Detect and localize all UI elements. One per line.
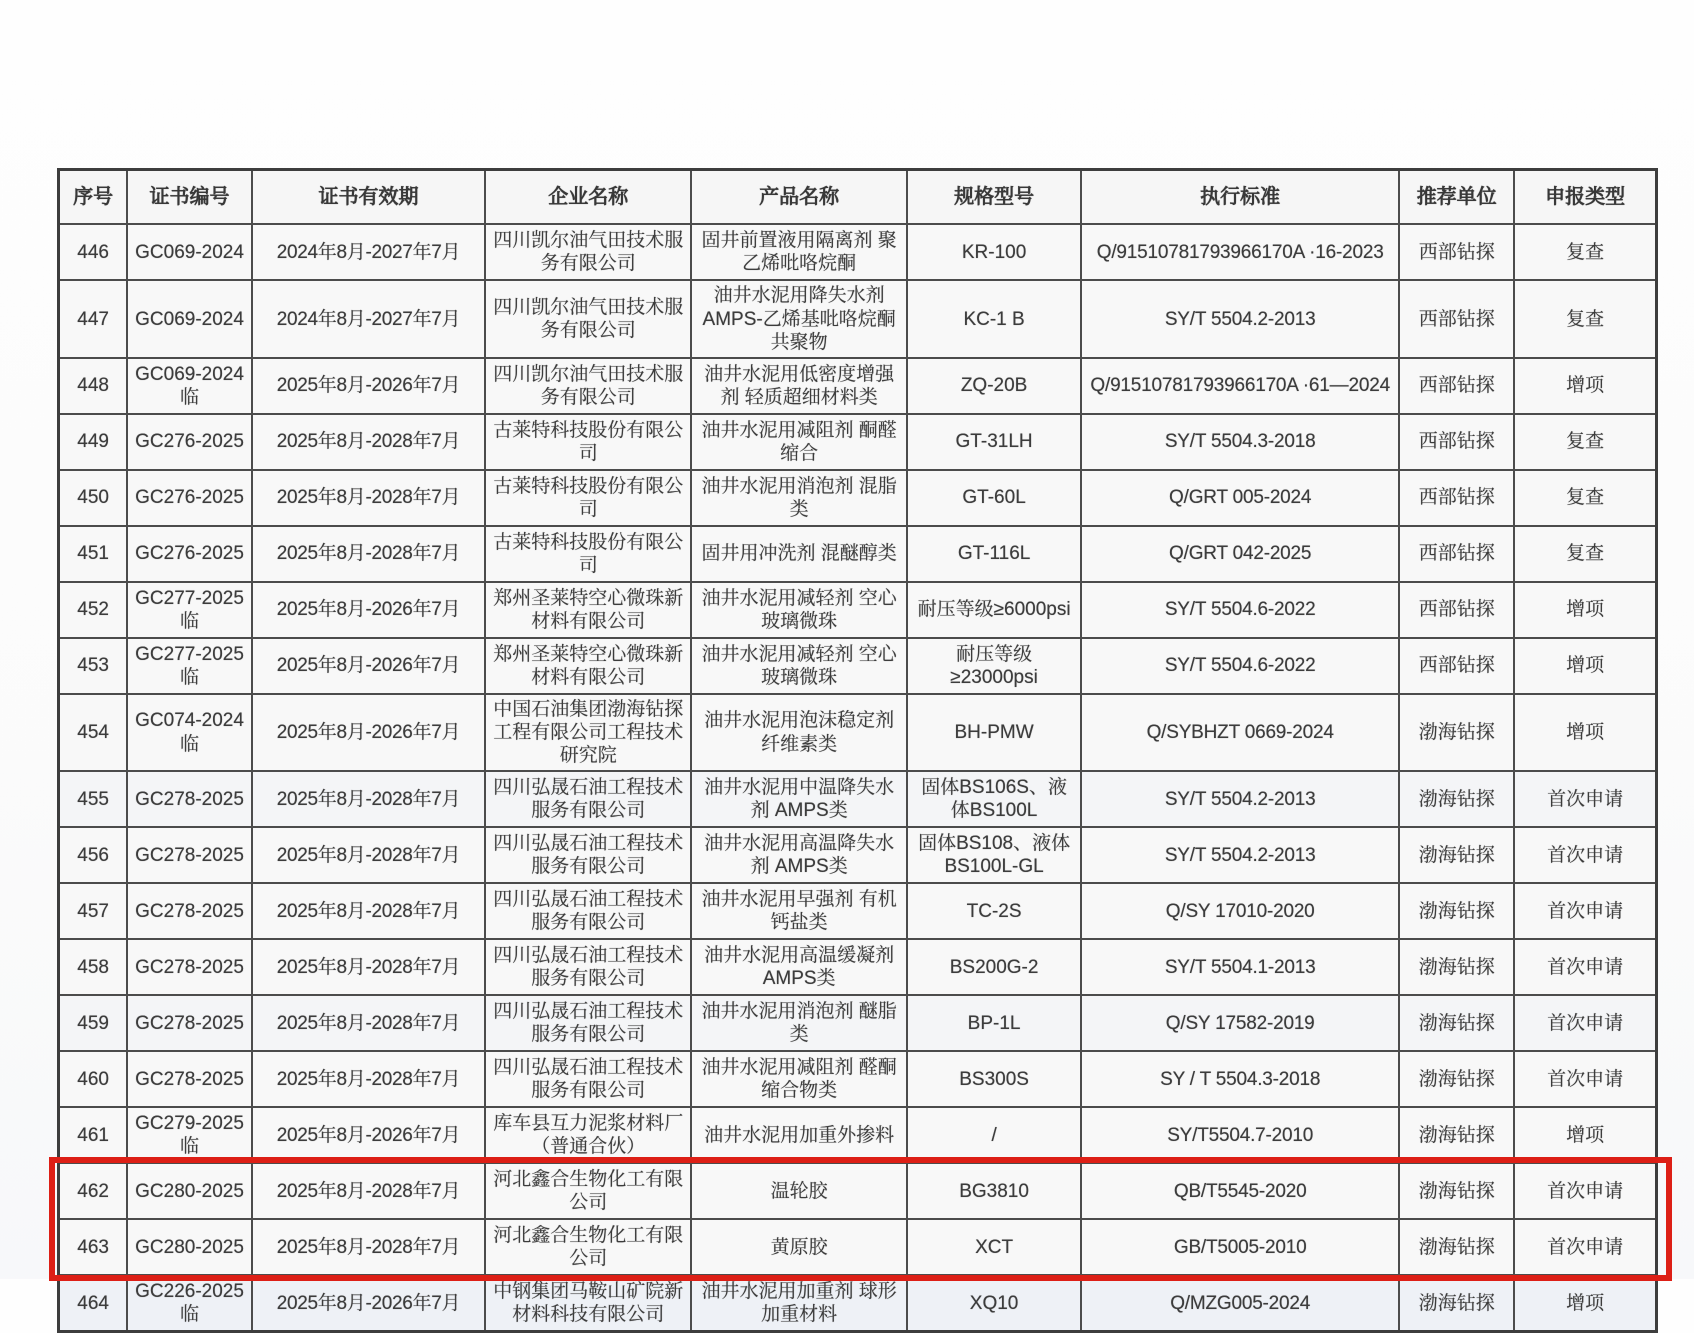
table-row <box>59 827 1657 883</box>
certificates-table <box>57 168 1658 1333</box>
cell-spec: KR-100 <box>907 224 1081 280</box>
scanned-table-document <box>57 168 1658 1333</box>
cell-company: 河北鑫合生物化工有限公司 <box>485 1219 691 1275</box>
cell-company: 四川凯尔油气田技术服务有限公司 <box>485 224 691 280</box>
cell-company: 中钢集团马鞍山矿院新材料科技有限公司 <box>485 1275 691 1332</box>
cell-seq: 460 <box>59 1051 128 1107</box>
cell-product: 油井水泥用减轻剂 空心玻璃微珠 <box>691 638 907 694</box>
table-row <box>59 1163 1657 1219</box>
cell-recommender: 渤海钻探 <box>1399 995 1514 1051</box>
table-body <box>59 224 1657 1332</box>
cell-validity: 2025年8月-2026年7月 <box>252 1275 485 1332</box>
cell-cert: GC278-2025 <box>127 827 252 883</box>
cell-recommender: 渤海钻探 <box>1399 694 1514 772</box>
cell-company: 四川弘晟石油工程技术服务有限公司 <box>485 995 691 1051</box>
cell-product: 油井水泥用减阻剂 醛酮缩合物类 <box>691 1051 907 1107</box>
cell-company: 河北鑫合生物化工有限公司 <box>485 1163 691 1219</box>
cell-company: 古莱特科技股份有限公司 <box>485 526 691 582</box>
cell-cert: GC074-2024临 <box>127 694 252 772</box>
cell-seq: 463 <box>59 1219 128 1275</box>
cell-seq: 457 <box>59 883 128 939</box>
cell-spec: BH-PMW <box>907 694 1081 772</box>
cell-recommender: 渤海钻探 <box>1399 1275 1514 1332</box>
cell-validity: 2025年8月-2026年7月 <box>252 694 485 772</box>
cell-standard: Q/SY 17582-2019 <box>1081 995 1399 1051</box>
cell-seq: 458 <box>59 939 128 995</box>
cell-product: 黄原胶 <box>691 1219 907 1275</box>
cell-company: 四川凯尔油气田技术服务有限公司 <box>485 280 691 358</box>
cell-cert: GC278-2025 <box>127 771 252 827</box>
cell-seq: 447 <box>59 280 128 358</box>
cell-validity: 2025年8月-2028年7月 <box>252 526 485 582</box>
cell-cert: GC069-2024临 <box>127 358 252 414</box>
cell-standard: Q/GRT 005-2024 <box>1081 470 1399 526</box>
cell-recommender: 渤海钻探 <box>1399 1219 1514 1275</box>
cell-app_type: 复查 <box>1514 280 1656 358</box>
cell-recommender: 渤海钻探 <box>1399 1051 1514 1107</box>
cell-app_type: 首次申请 <box>1514 883 1656 939</box>
cell-cert: GC277-2025临 <box>127 638 252 694</box>
cell-recommender: 西部钻探 <box>1399 526 1514 582</box>
cell-recommender: 渤海钻探 <box>1399 939 1514 995</box>
cell-seq: 449 <box>59 414 128 470</box>
cell-spec: GT-116L <box>907 526 1081 582</box>
cell-spec: BP-1L <box>907 995 1081 1051</box>
table-row <box>59 280 1657 358</box>
cell-validity: 2025年8月-2026年7月 <box>252 1107 485 1163</box>
cell-standard: QB/T5545-2020 <box>1081 1163 1399 1219</box>
cell-spec: ZQ-20B <box>907 358 1081 414</box>
cell-product: 油井水泥用中温降失水剂 AMPS类 <box>691 771 907 827</box>
cell-standard: Q/91510781793966170A ·16-2023 <box>1081 224 1399 280</box>
table-row <box>59 1219 1657 1275</box>
cell-seq: 453 <box>59 638 128 694</box>
table-row <box>59 582 1657 638</box>
cell-standard: Q/GRT 042-2025 <box>1081 526 1399 582</box>
cell-standard: SY / T 5504.3-2018 <box>1081 1051 1399 1107</box>
cell-app_type: 首次申请 <box>1514 1219 1656 1275</box>
cell-app_type: 首次申请 <box>1514 1163 1656 1219</box>
cell-company: 四川弘晟石油工程技术服务有限公司 <box>485 827 691 883</box>
col-header-company: 企业名称 <box>485 170 691 225</box>
col-header-validity: 证书有效期 <box>252 170 485 225</box>
cell-standard: SY/T5504.7-2010 <box>1081 1107 1399 1163</box>
table-row <box>59 883 1657 939</box>
cell-recommender: 渤海钻探 <box>1399 827 1514 883</box>
cell-spec: KC-1 B <box>907 280 1081 358</box>
cell-recommender: 西部钻探 <box>1399 280 1514 358</box>
cell-app_type: 增项 <box>1514 694 1656 772</box>
cell-cert: GC069-2024 <box>127 224 252 280</box>
cell-company: 古莱特科技股份有限公司 <box>485 414 691 470</box>
cell-validity: 2025年8月-2028年7月 <box>252 883 485 939</box>
cell-recommender: 西部钻探 <box>1399 470 1514 526</box>
cell-company: 四川弘晟石油工程技术服务有限公司 <box>485 939 691 995</box>
table-header <box>59 170 1657 225</box>
cell-seq: 455 <box>59 771 128 827</box>
table-row <box>59 470 1657 526</box>
cell-app_type: 增项 <box>1514 1107 1656 1163</box>
cell-seq: 451 <box>59 526 128 582</box>
cell-recommender: 渤海钻探 <box>1399 883 1514 939</box>
cell-company: 四川弘晟石油工程技术服务有限公司 <box>485 771 691 827</box>
cell-cert: GC280-2025 <box>127 1163 252 1219</box>
cell-seq: 446 <box>59 224 128 280</box>
cell-recommender: 西部钻探 <box>1399 224 1514 280</box>
col-header-recommender: 推荐单位 <box>1399 170 1514 225</box>
cell-spec: 固体BS108、液体BS100L-GL <box>907 827 1081 883</box>
cell-seq: 462 <box>59 1163 128 1219</box>
cell-recommender: 西部钻探 <box>1399 358 1514 414</box>
table-row <box>59 638 1657 694</box>
table-row <box>59 771 1657 827</box>
cell-standard: SY/T 5504.6-2022 <box>1081 582 1399 638</box>
cell-app_type: 复查 <box>1514 470 1656 526</box>
cell-product: 油井水泥用消泡剂 混脂类 <box>691 470 907 526</box>
cell-validity: 2025年8月-2026年7月 <box>252 358 485 414</box>
cell-spec: BS300S <box>907 1051 1081 1107</box>
cell-standard: Q/SYBHZT 0669-2024 <box>1081 694 1399 772</box>
col-header-cert: 证书编号 <box>127 170 252 225</box>
cell-standard: Q/91510781793966170A ·61—2024 <box>1081 358 1399 414</box>
cell-app_type: 增项 <box>1514 582 1656 638</box>
cell-seq: 452 <box>59 582 128 638</box>
cell-spec: BS200G-2 <box>907 939 1081 995</box>
cell-product: 油井水泥用加重外掺料 <box>691 1107 907 1163</box>
cell-cert: GC278-2025 <box>127 883 252 939</box>
cell-cert: GC226-2025临 <box>127 1275 252 1332</box>
cell-validity: 2025年8月-2028年7月 <box>252 771 485 827</box>
cell-app_type: 增项 <box>1514 638 1656 694</box>
cell-spec: BG3810 <box>907 1163 1081 1219</box>
cell-validity: 2025年8月-2028年7月 <box>252 1163 485 1219</box>
cell-spec: GT-31LH <box>907 414 1081 470</box>
cell-standard: Q/SY 17010-2020 <box>1081 883 1399 939</box>
table-row <box>59 1051 1657 1107</box>
cell-standard: Q/MZG005-2024 <box>1081 1275 1399 1332</box>
cell-company: 郑州圣莱特空心微珠新材料有限公司 <box>485 638 691 694</box>
cell-spec: 耐压等级≥6000psi <box>907 582 1081 638</box>
table-row <box>59 358 1657 414</box>
cell-seq: 448 <box>59 358 128 414</box>
cell-validity: 2025年8月-2028年7月 <box>252 470 485 526</box>
cell-validity: 2024年8月-2027年7月 <box>252 224 485 280</box>
cell-app_type: 首次申请 <box>1514 827 1656 883</box>
cell-product: 油井水泥用消泡剂 醚脂类 <box>691 995 907 1051</box>
cell-app_type: 首次申请 <box>1514 995 1656 1051</box>
cell-seq: 459 <box>59 995 128 1051</box>
cell-recommender: 西部钻探 <box>1399 582 1514 638</box>
cell-product: 油井水泥用减阻剂 酮醛缩合 <box>691 414 907 470</box>
cell-product: 油井水泥用泡沫稳定剂 纤维素类 <box>691 694 907 772</box>
cell-spec: XQ10 <box>907 1275 1081 1332</box>
cell-seq: 464 <box>59 1275 128 1332</box>
cell-product: 油井水泥用减轻剂 空心玻璃微珠 <box>691 582 907 638</box>
cell-app_type: 首次申请 <box>1514 1051 1656 1107</box>
cell-standard: SY/T 5504.1-2013 <box>1081 939 1399 995</box>
col-header-standard: 执行标准 <box>1081 170 1399 225</box>
cell-app_type: 复查 <box>1514 414 1656 470</box>
cell-validity: 2025年8月-2028年7月 <box>252 995 485 1051</box>
table-row <box>59 995 1657 1051</box>
cell-spec: 耐压等级≥23000psi <box>907 638 1081 694</box>
cell-standard: SY/T 5504.2-2013 <box>1081 827 1399 883</box>
cell-validity: 2025年8月-2026年7月 <box>252 638 485 694</box>
table-row <box>59 224 1657 280</box>
cell-spec: XCT <box>907 1219 1081 1275</box>
cell-product: 油井水泥用早强剂 有机钙盐类 <box>691 883 907 939</box>
cell-spec: GT-60L <box>907 470 1081 526</box>
table-row <box>59 694 1657 772</box>
cell-product: 固井前置液用隔离剂 聚乙烯吡咯烷酮 <box>691 224 907 280</box>
cell-seq: 456 <box>59 827 128 883</box>
cell-spec: 固体BS106S、液体BS100L <box>907 771 1081 827</box>
cell-product: 油井水泥用高温降失水剂 AMPS类 <box>691 827 907 883</box>
cell-seq: 454 <box>59 694 128 772</box>
cell-company: 四川弘晟石油工程技术服务有限公司 <box>485 1051 691 1107</box>
cell-standard: GB/T5005-2010 <box>1081 1219 1399 1275</box>
cell-app_type: 增项 <box>1514 358 1656 414</box>
cell-validity: 2025年8月-2026年7月 <box>252 582 485 638</box>
cell-cert: GC279-2025临 <box>127 1107 252 1163</box>
cell-standard: SY/T 5504.2-2013 <box>1081 280 1399 358</box>
cell-company: 四川弘晟石油工程技术服务有限公司 <box>485 883 691 939</box>
cell-product: 温轮胶 <box>691 1163 907 1219</box>
cell-app_type: 复查 <box>1514 526 1656 582</box>
col-header-spec: 规格型号 <box>907 170 1081 225</box>
cell-cert: GC277-2025临 <box>127 582 252 638</box>
cell-app_type: 首次申请 <box>1514 771 1656 827</box>
cell-cert: GC276-2025 <box>127 470 252 526</box>
cell-app_type: 增项 <box>1514 1275 1656 1332</box>
cell-company: 古莱特科技股份有限公司 <box>485 470 691 526</box>
cell-seq: 461 <box>59 1107 128 1163</box>
table-row <box>59 414 1657 470</box>
cell-company: 中国石油集团渤海钻探工程有限公司工程技术研究院 <box>485 694 691 772</box>
table-row <box>59 526 1657 582</box>
cell-cert: GC278-2025 <box>127 939 252 995</box>
cell-validity: 2025年8月-2028年7月 <box>252 939 485 995</box>
cell-company: 库车县互力泥浆材料厂（普通合伙） <box>485 1107 691 1163</box>
cell-cert: GC278-2025 <box>127 995 252 1051</box>
cell-recommender: 西部钻探 <box>1399 638 1514 694</box>
col-header-app_type: 申报类型 <box>1514 170 1656 225</box>
cell-standard: SY/T 5504.3-2018 <box>1081 414 1399 470</box>
cell-standard: SY/T 5504.6-2022 <box>1081 638 1399 694</box>
cell-recommender: 渤海钻探 <box>1399 771 1514 827</box>
cell-product: 油井水泥用低密度增强剂 轻质超细材料类 <box>691 358 907 414</box>
cell-recommender: 渤海钻探 <box>1399 1163 1514 1219</box>
cell-product: 油井水泥用加重剂 球形加重材料 <box>691 1275 907 1332</box>
cell-recommender: 渤海钻探 <box>1399 1107 1514 1163</box>
cell-spec: TC-2S <box>907 883 1081 939</box>
cell-cert: GC276-2025 <box>127 526 252 582</box>
table-row <box>59 1275 1657 1332</box>
cell-product: 固井用冲洗剂 混醚醇类 <box>691 526 907 582</box>
cell-standard: SY/T 5504.2-2013 <box>1081 771 1399 827</box>
cell-recommender: 西部钻探 <box>1399 414 1514 470</box>
cell-spec: / <box>907 1107 1081 1163</box>
table-row <box>59 1107 1657 1163</box>
cell-cert: GC276-2025 <box>127 414 252 470</box>
table-row <box>59 939 1657 995</box>
cell-cert: GC278-2025 <box>127 1051 252 1107</box>
cell-app_type: 复查 <box>1514 224 1656 280</box>
cell-company: 郑州圣莱特空心微珠新材料有限公司 <box>485 582 691 638</box>
cell-company: 四川凯尔油气田技术服务有限公司 <box>485 358 691 414</box>
cell-validity: 2025年8月-2028年7月 <box>252 414 485 470</box>
cell-cert: GC280-2025 <box>127 1219 252 1275</box>
cell-validity: 2025年8月-2028年7月 <box>252 1219 485 1275</box>
cell-validity: 2025年8月-2028年7月 <box>252 1051 485 1107</box>
cell-cert: GC069-2024 <box>127 280 252 358</box>
cell-product: 油井水泥用降失水剂 AMPS-乙烯基吡咯烷酮 共聚物 <box>691 280 907 358</box>
header-row <box>59 170 1657 225</box>
col-header-product: 产品名称 <box>691 170 907 225</box>
col-header-seq: 序号 <box>59 170 128 225</box>
cell-validity: 2024年8月-2027年7月 <box>252 280 485 358</box>
cell-validity: 2025年8月-2028年7月 <box>252 827 485 883</box>
cell-app_type: 首次申请 <box>1514 939 1656 995</box>
cell-seq: 450 <box>59 470 128 526</box>
cell-product: 油井水泥用高温缓凝剂 AMPS类 <box>691 939 907 995</box>
